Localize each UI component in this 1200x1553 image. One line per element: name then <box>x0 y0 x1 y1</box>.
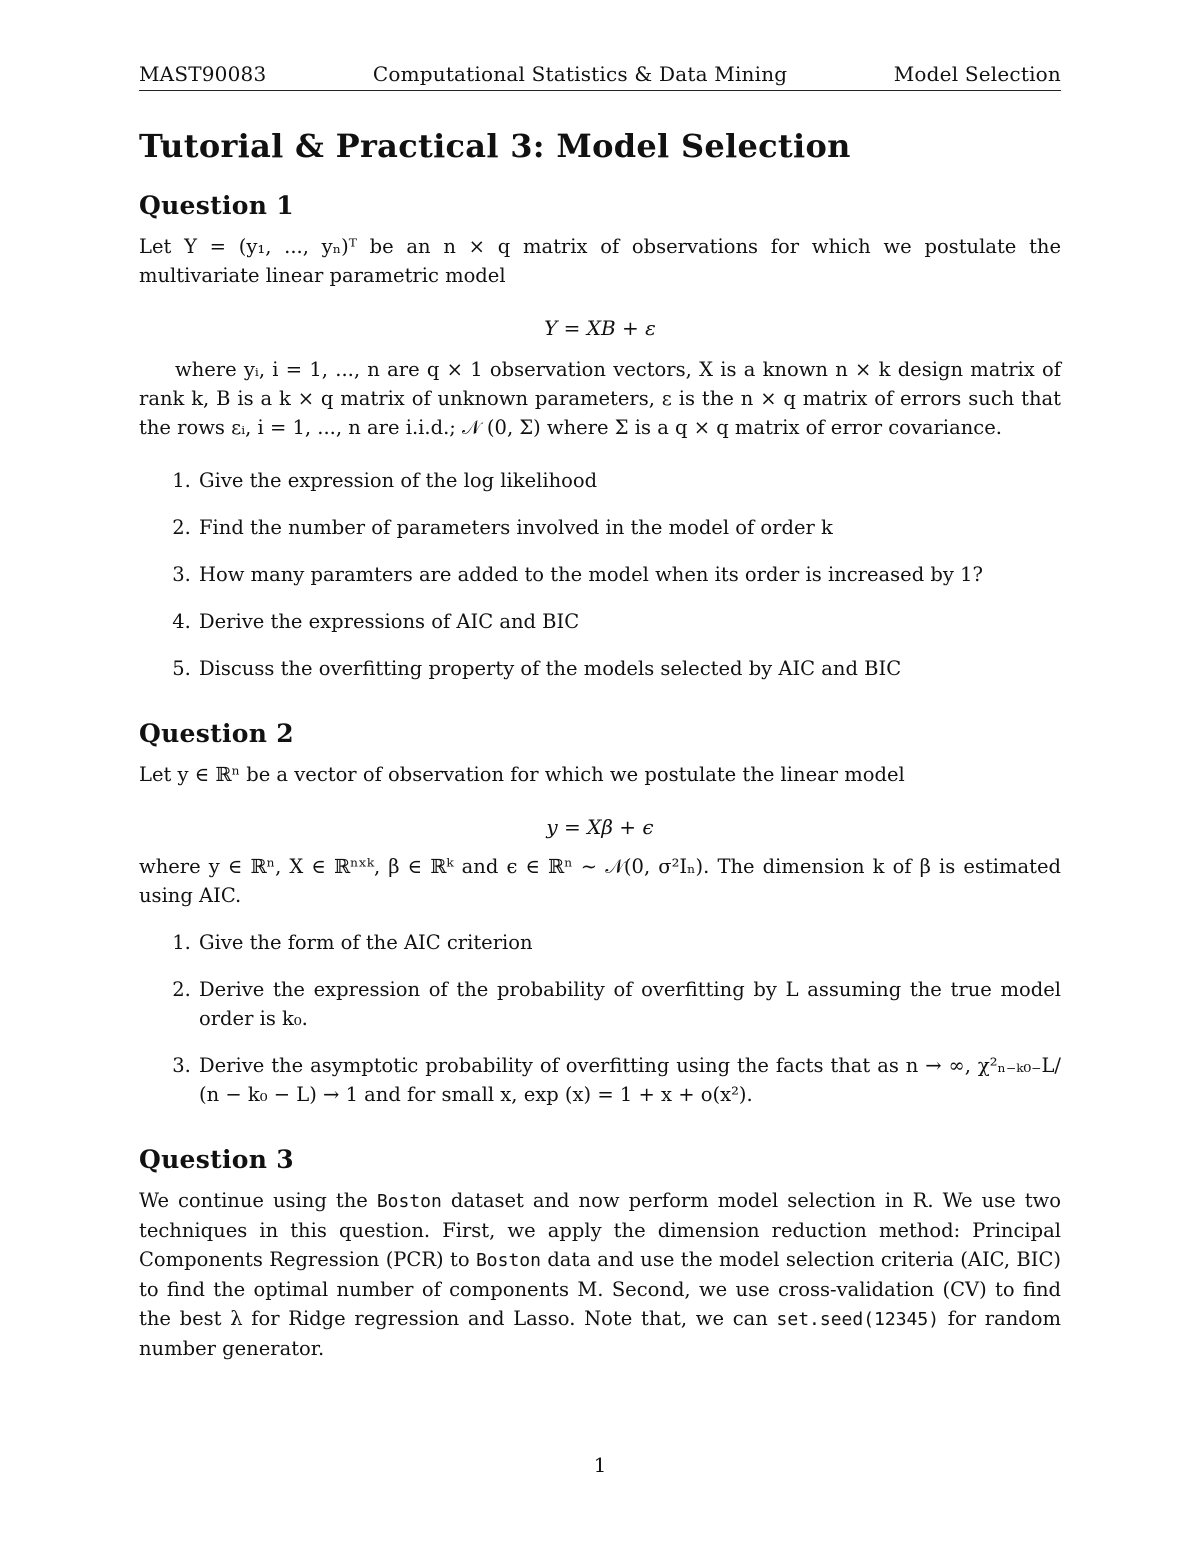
section-title: Model Selection <box>893 62 1061 86</box>
list-item: 4. Derive the expressions of AIC and BIC <box>197 607 1061 636</box>
question-3-body <box>139 1186 1061 1363</box>
code-boston: Boston <box>475 1250 541 1271</box>
course-code: MAST90083 <box>139 62 267 86</box>
question-1-heading: Question 1 <box>139 191 294 220</box>
list-item: 1. Give the expression of the log likelihood <box>197 466 1061 495</box>
list-item: 3. How many paramters are added to the model when its order is increased by 1? <box>197 560 1061 589</box>
question-1-where: where yᵢ, i = 1, ..., n are q × 1 observation vectors, X is a known n × k design matrix of rank k, B is a k × q matrix of unknown parameters, ε is the n × q matrix of errors such that the rows εᵢ, i = 1, ..., n are i.i.d.; 𝒩 (0, Σ) where Σ is a q × q matrix of error covariance. <box>139 358 1061 439</box>
code-boston: Boston <box>376 1191 442 1212</box>
question-2-where: where y ∈ ℝⁿ, X ∈ ℝⁿˣᵏ, β ∈ ℝᵏ and ϵ ∈ ℝⁿ ∼ 𝒩(0, σ²Iₙ). The dimension k of β is estimated using AIC. <box>139 855 1061 907</box>
list-item: 2. Derive the expression of the probability of overfitting by L assuming the true model order is k₀. <box>197 975 1061 1033</box>
running-header <box>139 62 1061 91</box>
question-3-heading: Question 3 <box>139 1145 294 1174</box>
question-2-intro: Let y ∈ ℝⁿ be a vector of observation for which we postulate the linear model <box>139 763 905 786</box>
list-item: 1. Give the form of the AIC criterion <box>197 928 1061 957</box>
page-title: Tutorial & Practical 3: Model Selection <box>139 127 851 165</box>
question-3-text: data and use the model selection criteria (AIC, BIC) to find the optimal number of components M. Second, we use cross-validation (CV) to find the best λ for Ridge regression and Lasso. Note that, we can <box>139 1248 1061 1330</box>
list-item: 2. Find the number of parameters involved in the model of order k <box>197 513 1061 542</box>
list-item: 3. Derive the asymptotic probability of overfitting using the facts that as n → ∞, χ²ₙ₋ₖ₀₋L/ (n − k₀ − L) → 1 and for small x, exp (x) = 1 + x + o(x²). <box>197 1051 1061 1109</box>
question-3-text: We continue using the <box>139 1189 377 1212</box>
list-item: 5. Discuss the overfitting property of the models selected by AIC and BIC <box>197 654 1061 683</box>
question-2-equation: y = Xβ + ϵ <box>546 815 654 839</box>
question-2-list <box>139 928 1061 1109</box>
question-3-text: dataset and now perform model selection in R. We use two techniques in this question. First, we apply the dimension reduction method: Principal Components Regression (PCR) to <box>139 1189 1061 1271</box>
page <box>139 62 1061 1363</box>
question-1-list <box>139 466 1061 683</box>
question-2-heading: Question 2 <box>139 719 294 748</box>
question-1-intro: Let Y = (y₁, ..., yₙ)ᵀ be an n × q matrix of observations for which we postulate the multivariate linear parametric model <box>139 235 1061 287</box>
code-set-seed: set.seed(12345) <box>776 1309 940 1330</box>
course-title: Computational Statistics & Data Mining <box>372 62 788 86</box>
page-number: 1 <box>593 1453 607 1477</box>
question-3-text: for random number generator. <box>139 1307 1061 1360</box>
question-1-equation: Y = XB + ε <box>544 316 656 340</box>
